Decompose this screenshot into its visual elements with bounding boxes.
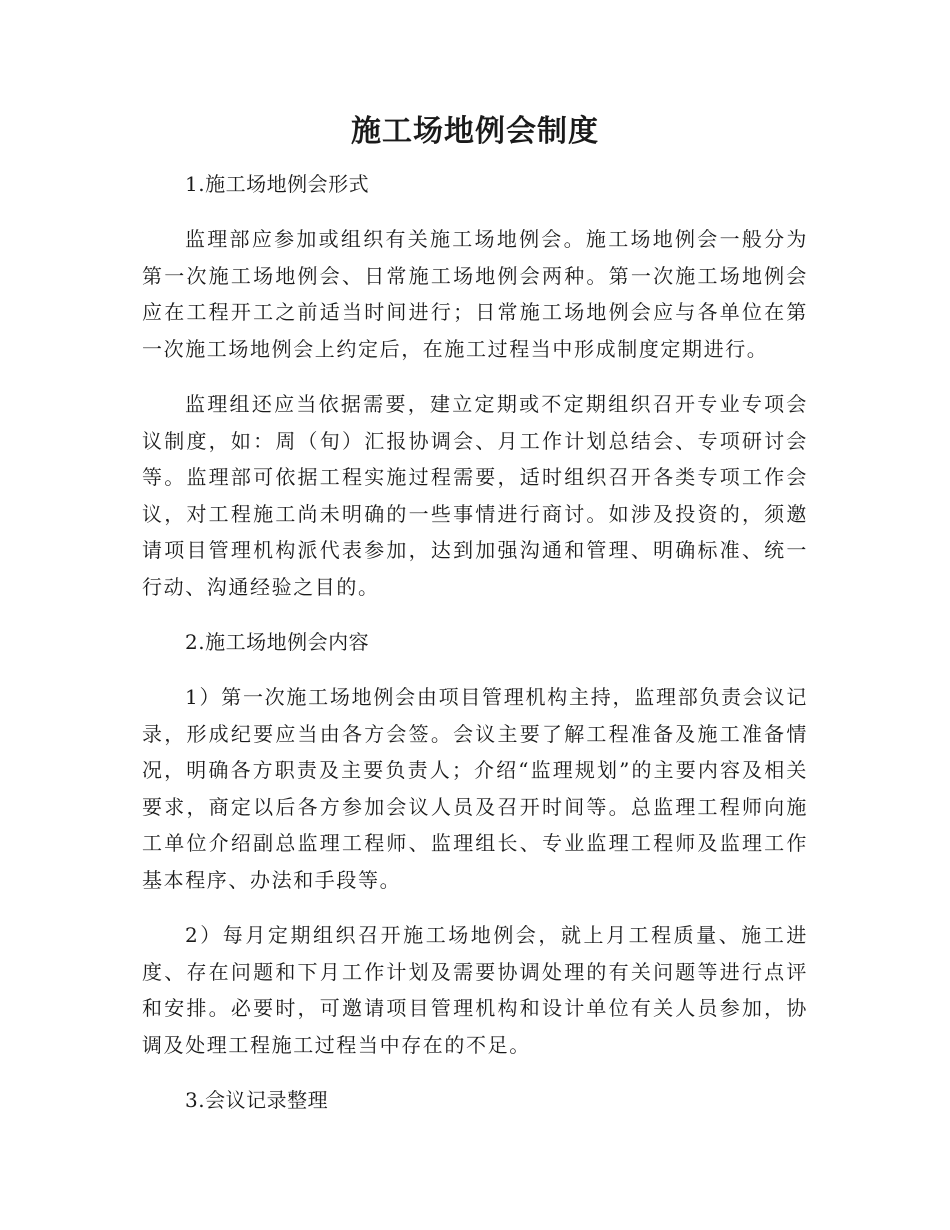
paragraph-1-1: 监理部应参加或组织有关施工场地例会。施工场地例会一般分为第一次施工场地例会、日常施工场地例会两种。第一次施工场地例会应在工程开工之前适当时间进行；日常施工场地例会应与各单位在第一次施工场地例会上约定后，在施工过程当中形成制度定期进行。 <box>142 227 808 361</box>
section-heading-2: 2.施工场地例会内容 <box>185 630 370 654</box>
paragraph-1-2: 监理组还应当依据需要，建立定期或不定期组织召开专业专项会议制度，如：周（旬）汇报协调会、月工作计划总结会、专项研讨会等。监理部可依据工程实施过程需要，适时组织召开各类专项工作会议，对工程施工尚未明确的一些事情进行商讨。如涉及投资的，须邀请项目管理机构派代表参加，达到加强沟通和管理、明确标准、统一行动、沟通经验之目的。 <box>142 392 808 599</box>
section-heading-1: 1.施工场地例会形式 <box>185 172 370 196</box>
paragraph-2-2: 2）每月定期组织召开施工场地例会，就上月工程质量、施工进度、存在问题和下月工作计划及需要协调处理的有关问题等进行点评和安排。必要时，可邀请项目管理机构和设计单位有关人员参加，协调及处理工程施工过程当中存在的不足。 <box>142 923 808 1057</box>
paragraph-2-1: 1）第一次施工场地例会由项目管理机构主持，监理部负责会议记录，形成纪要应当由各方会签。会议主要了解工程准备及施工准备情况，明确各方职责及主要负责人；介绍“监理规划”的主要内容及相关要求，商定以后各方参加会议人员及召开时间等。总监理工程师向施工单位介绍副总监理工程师、监理组长、专业监理工程师及监理工作基本程序、办法和手段等。 <box>142 685 808 892</box>
document-body <box>142 166 808 1118</box>
section-heading-3: 3.会议记录整理 <box>185 1088 329 1112</box>
document-title: 施工场地例会制度 <box>351 114 599 149</box>
